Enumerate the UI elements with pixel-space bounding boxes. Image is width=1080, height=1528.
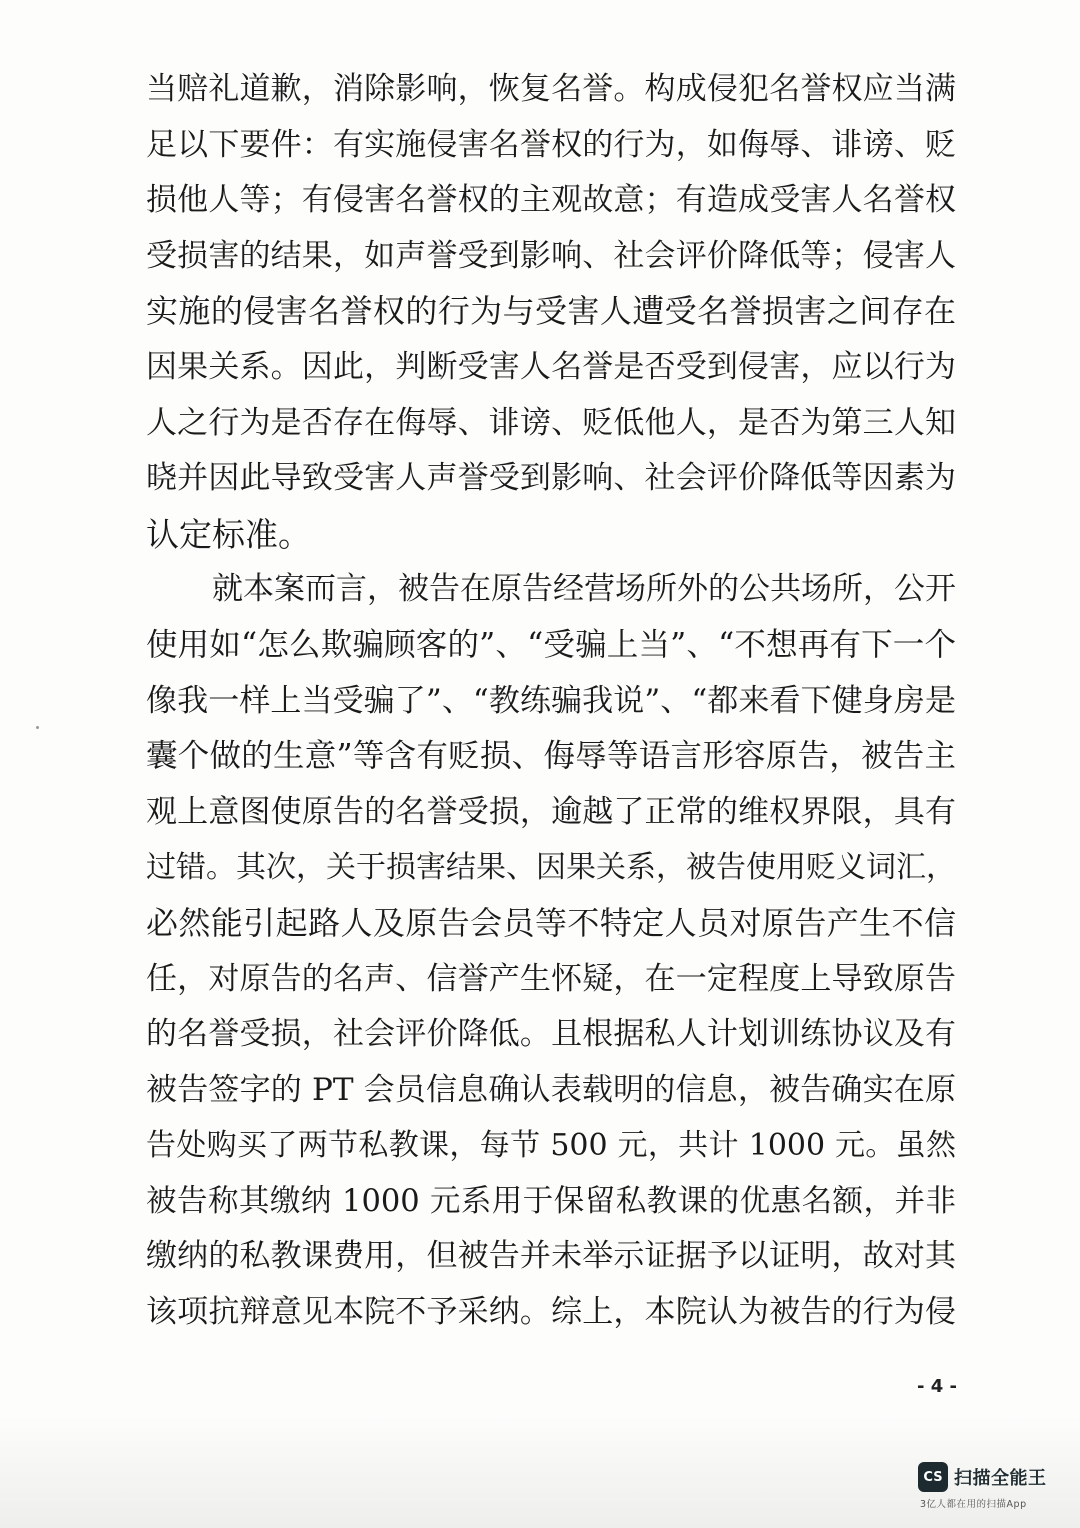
judgment-text <box>146 62 956 1341</box>
watermark-app-name: 扫描全能王 <box>954 1468 1047 1489</box>
text-line: 实施的侵害名誉权的行为与受害人遭受名誉损害之间存在 <box>146 292 956 331</box>
text-line: 认定标准。 <box>146 514 311 554</box>
page-number: - 4 - <box>917 1376 957 1397</box>
text-line: 告处购买了两节私教课，每节 500 元，共计 1000 元。虽然 <box>146 1128 956 1164</box>
text-line: 受损害的结果，如声誉受到影响、社会评价降低等；侵害人 <box>146 237 956 274</box>
text-line: 当赔礼道歉，消除影响，恢复名誉。构成侵犯名誉权应当满 <box>146 71 956 107</box>
watermark-slogan: 3亿人都在用的扫描App <box>920 1499 1027 1510</box>
scan-speck <box>36 726 39 729</box>
text-line: 囊个做的生意”等含有贬损、侮辱等语言形容原告，被告主 <box>146 738 956 775</box>
text-line: 被告签字的 PT 会员信息确认表载明的信息，被告确实在原 <box>146 1071 956 1108</box>
text-line-paragraph-start: 就本案而言，被告在原告经营场所外的公共场所，公开 <box>212 571 956 608</box>
text-line: 过错。其次，关于损害结果、因果关系，被告使用贬义词汇， <box>146 850 956 886</box>
text-line: 缴纳的私教课费用，但被告并未举示证据予以证明，故对其 <box>146 1238 956 1275</box>
text-line: 该项抗辩意见本院不予采纳。综上，本院认为被告的行为侵 <box>146 1294 956 1331</box>
text-line: 的名誉受损，社会评价降低。且根据私人计划训练协议及有 <box>146 1016 956 1053</box>
text-line: 足以下要件：有实施侵害名誉权的行为，如侮辱、诽谤、贬 <box>146 126 956 163</box>
text-line: 任，对原告的名声、信誉产生怀疑，在一定程度上导致原告 <box>146 960 956 997</box>
text-line: 晓并因此导致受害人声誉受到影响、社会评价降低等因素为 <box>146 460 956 497</box>
text-line: 人之行为是否存在侮辱、诽谤、贬低他人，是否为第三人知 <box>146 404 956 441</box>
text-line: 使用如“怎么欺骗顾客的”、“受骗上当”、“不想再有下一个 <box>146 626 956 663</box>
text-line: 像我一样上当受骗了”、“教练骗我说”、“都来看下健身房是 <box>146 682 956 719</box>
text-line: 观上意图使原告的名誉受损，逾越了正常的维权界限，具有 <box>146 793 956 830</box>
camscanner-watermark <box>918 1460 1058 1516</box>
text-line: 被告称其缴纳 1000 元系用于保留私教课的优惠名额，并非 <box>146 1183 956 1219</box>
text-line: 损他人等；有侵害名誉权的主观故意；有造成受害人名誉权 <box>146 182 956 219</box>
text-line: 必然能引起路人及原告会员等不特定人员对原告产生不信 <box>146 903 956 942</box>
text-line: 因果关系。因此，判断受害人名誉是否受到侵害，应以行为 <box>146 348 956 385</box>
camscanner-logo-icon: CS <box>918 1462 948 1492</box>
